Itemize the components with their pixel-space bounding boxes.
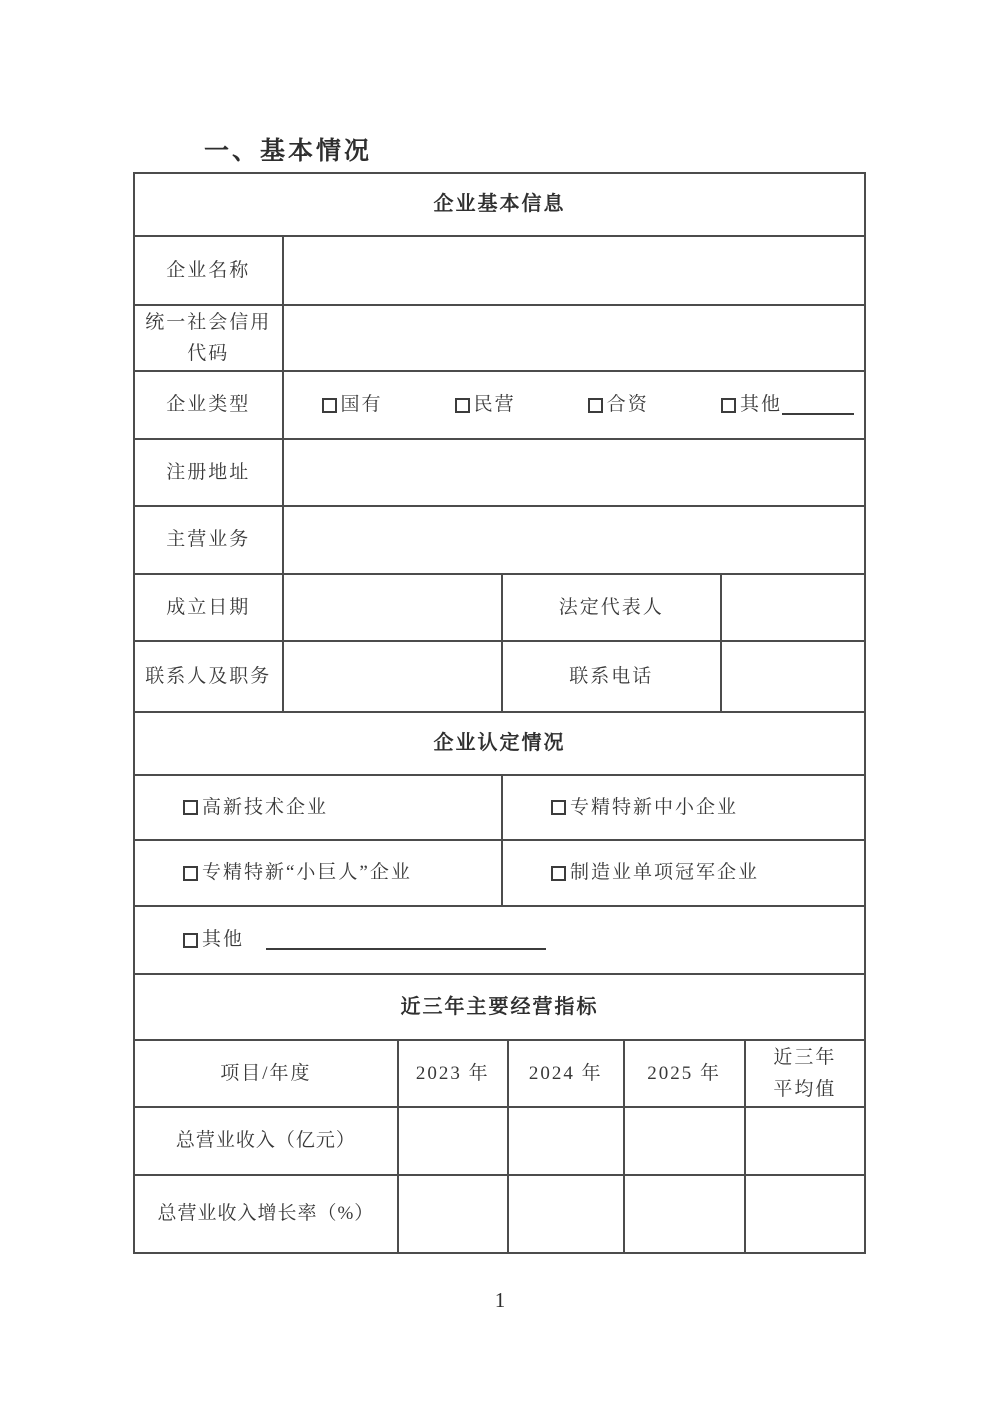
option-little-giant	[183, 857, 412, 888]
company-name-label: 企业名称	[166, 259, 251, 281]
contact-person-value-cell	[282, 642, 501, 711]
cert-cell	[135, 841, 501, 905]
option-label: 专精特新“小巨人”企业	[202, 862, 412, 884]
checkbox-icon[interactable]	[551, 866, 566, 881]
fill-in-blank-line	[266, 930, 546, 950]
credit-code-label	[135, 306, 282, 370]
cert-cell	[501, 776, 864, 839]
enterprise-form-table	[133, 172, 866, 1254]
total-revenue-label: 总营业收入（亿元）	[175, 1130, 356, 1152]
certification-header: 企业认定情况	[433, 732, 566, 754]
option-manufacturing-champion	[551, 857, 759, 888]
basic-info-header: 企业基本信息	[433, 193, 566, 215]
option-label: 高新技术企业	[202, 796, 329, 818]
checkbox-icon[interactable]	[183, 933, 198, 948]
credit-code-label-line2: 代码	[187, 343, 230, 364]
contact-phone-value-cell	[720, 642, 864, 711]
contact-phone-label: 联系电话	[501, 642, 720, 711]
table-row-certification-header	[135, 711, 864, 774]
total-revenue-2024-cell	[507, 1108, 623, 1174]
checkbox-icon[interactable]	[183, 866, 198, 881]
cert-cell	[135, 776, 501, 839]
year-2024-column-header: 2024 年	[507, 1041, 623, 1106]
legal-representative-value-cell	[720, 575, 864, 640]
table-row-revenue-growth	[135, 1174, 864, 1252]
table-row-company-type	[135, 370, 864, 438]
page-number: 1	[494, 1288, 506, 1312]
item-year-column-header: 项目/年度	[220, 1062, 312, 1084]
option-specialized-sme	[551, 792, 738, 823]
registered-address-value-cell	[282, 440, 864, 505]
revenue-growth-2024-cell	[507, 1176, 623, 1252]
company-name-value-cell	[282, 237, 864, 304]
main-business-label: 主营业务	[166, 529, 251, 551]
option-state-owned	[322, 389, 383, 420]
option-cert-other	[183, 924, 546, 955]
option-label: 专精特新中小企业	[569, 796, 738, 818]
checkbox-icon[interactable]	[588, 398, 603, 413]
credit-code-value-cell	[282, 306, 864, 370]
option-high-tech-enterprise	[183, 792, 328, 823]
avg-header-line1: 近三年	[773, 1047, 837, 1069]
contact-person-label: 联系人及职务	[145, 665, 272, 687]
three-year-average-column-header	[744, 1041, 864, 1106]
table-row-indicators-header	[135, 973, 864, 1039]
indicators-header: 近三年主要经营指标	[400, 995, 599, 1018]
table-row-company-name	[135, 235, 864, 304]
table-row-basic-header	[135, 174, 864, 235]
checkbox-icon[interactable]	[455, 398, 470, 413]
registered-address-label: 注册地址	[166, 461, 251, 483]
revenue-growth-label: 总营业收入增长率（%）	[157, 1203, 375, 1225]
table-row-certification-1	[135, 774, 864, 839]
option-joint-venture	[588, 389, 649, 420]
avg-header-line2: 平均值	[773, 1078, 837, 1100]
revenue-growth-2023-cell	[397, 1176, 507, 1252]
section-title: 一、基本情况	[204, 137, 373, 165]
option-label: 其他	[739, 394, 782, 416]
option-label: 制造业单项冠军企业	[569, 862, 759, 884]
year-2023-column-header: 2023 年	[397, 1041, 507, 1106]
establish-date-label: 成立日期	[166, 596, 251, 618]
table-row-indicator-columns	[135, 1039, 864, 1106]
option-label: 国有	[340, 394, 383, 416]
checkbox-icon[interactable]	[551, 800, 566, 815]
checkbox-icon[interactable]	[322, 398, 337, 413]
company-type-label: 企业类型	[166, 394, 251, 416]
total-revenue-average-cell	[744, 1108, 864, 1174]
table-row-registered-address	[135, 438, 864, 505]
table-row-main-business	[135, 505, 864, 573]
year-2025-column-header: 2025 年	[623, 1041, 744, 1106]
total-revenue-2023-cell	[397, 1108, 507, 1174]
option-label: 合资	[606, 394, 649, 416]
main-business-value-cell	[282, 507, 864, 573]
checkbox-icon[interactable]	[183, 800, 198, 815]
table-row-certification-2	[135, 839, 864, 905]
revenue-growth-2025-cell	[623, 1176, 744, 1252]
credit-code-label-line1: 统一社会信用	[145, 311, 272, 333]
fill-in-blank-line	[782, 395, 854, 415]
table-row-contact	[135, 640, 864, 711]
table-row-credit-code	[135, 304, 864, 370]
cert-cell	[501, 841, 864, 905]
total-revenue-2025-cell	[623, 1108, 744, 1174]
option-type-other	[721, 389, 854, 420]
table-row-establish-date	[135, 573, 864, 640]
option-private	[455, 389, 516, 420]
cert-other-cell	[135, 907, 864, 973]
checkbox-icon[interactable]	[721, 398, 736, 413]
option-label: 民营	[473, 394, 516, 416]
table-row-total-revenue	[135, 1106, 864, 1174]
table-row-certification-other	[135, 905, 864, 973]
revenue-growth-average-cell	[744, 1176, 864, 1252]
option-label: 其他	[202, 929, 245, 951]
company-type-options-cell	[282, 372, 864, 438]
legal-representative-label: 法定代表人	[501, 575, 720, 640]
establish-date-value-cell	[282, 575, 501, 640]
